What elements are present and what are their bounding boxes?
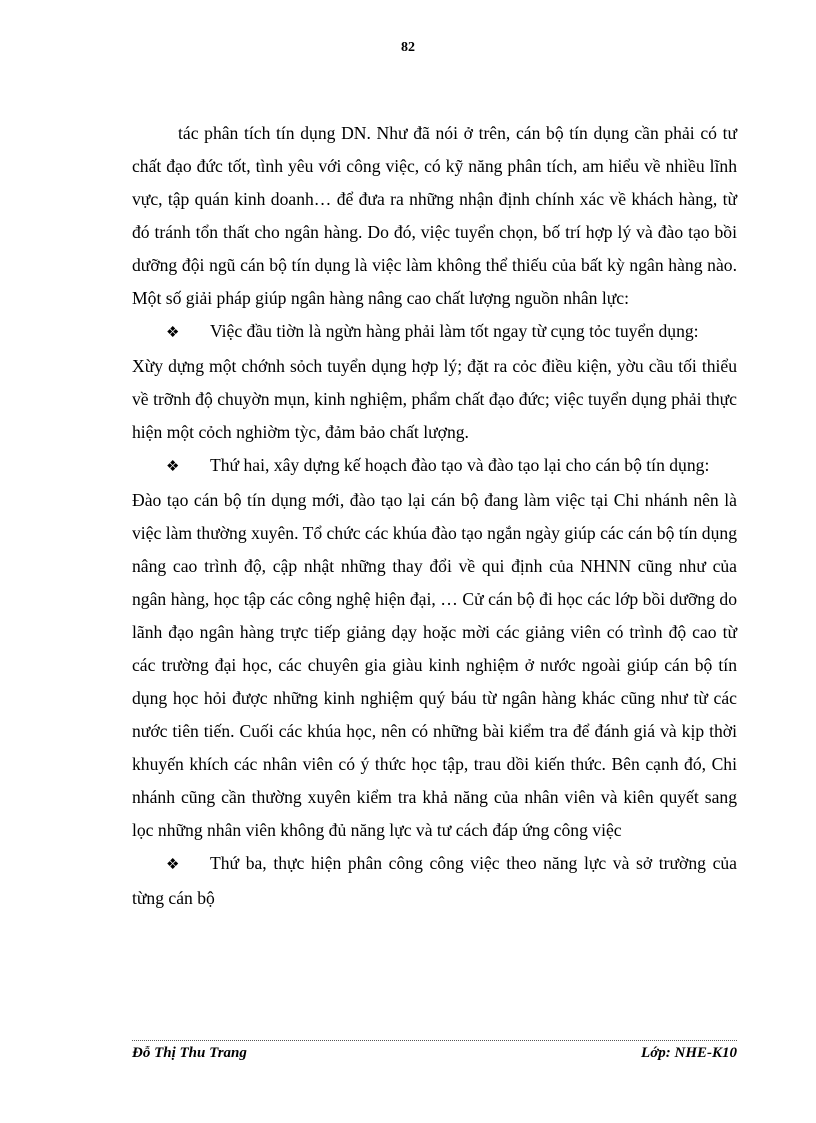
diamond-bullet-icon: ❖ bbox=[166, 857, 180, 873]
diamond-bullet-icon: ❖ bbox=[166, 459, 180, 475]
footer-author: Đỗ Thị Thu Trang bbox=[132, 1045, 247, 1061]
page-number: 82 bbox=[401, 40, 415, 55]
bullet-body-1: Xừy dựng một chớnh sỏch tuyển dụng hợp lý; đặt ra cỏc điều kiện, yờu cầu tối thiểu về trỡnh độ chuyờn mụn, kinh nghiệm, phẩm chất đạo đức; việc tuyển dụng phải thực hiện một cỏch nghiờm tỳc, đảm bảo chất lượng. bbox=[132, 356, 737, 442]
diamond-bullet-icon: ❖ bbox=[166, 325, 180, 341]
footer-class: Lớp: NHE-K10 bbox=[641, 1045, 737, 1061]
bullet-body-2: Đào tạo cán bộ tín dụng mới, đào tạo lại cán bộ đang làm việc tại Chi nhánh nên là việc làm thường xuyên. Tổ chức các khúa đào tạo ngắn ngày giúp các cán bộ tín dụng nâng cao trình độ, cập nhật những thay đổi về qui định của NHNN cũng như của ngân hàng, học tập các công nghệ hiện đại, … Cử cán bộ đi học các lớp bồi dưỡng do lãnh đạo ngân hàng trực tiếp giảng dạy hoặc mời các giảng viên có trình độ cao từ các trường đại học, các chuyên gia giàu kinh nghiệm ở nước ngoài giúp cán bộ tín dụng học hỏi được những kinh nghiệm quý báu từ ngân hàng khác cũng như từ các nước tiên tiến. Cuối các khúa học, nên có những bài kiểm tra để đánh giá và kịp thời khuyến khích các nhân viên có ý thức học tập, trau dồi kiến thức. Bên cạnh đó, Chi nhánh cũng cần thường xuyên kiểm tra khả năng của nhân viên và kiên quyết sang lọc những nhân viên không đủ năng lực và tư cách đáp ứng công việc bbox=[132, 490, 737, 840]
footer-divider bbox=[132, 1040, 737, 1041]
bullet-item-1 bbox=[132, 315, 737, 449]
bullet-lead-2: ❖ Thứ hai, xây dựng kế hoạch đào tạo và đào tạo lại cho cán bộ tín dụng: bbox=[132, 449, 737, 484]
bullet-lead-1: ❖ Việc đầu tiờn là ngừn hàng phải làm tốt ngay từ cụng tỏc tuyển dụng: bbox=[132, 315, 737, 350]
intro-paragraph: tác phân tích tín dụng DN. Như đã nói ở trên, cán bộ tín dụng cần phải có tư chất đạo đức tốt, tình yêu với công việc, có kỹ năng phân tích, am hiểu về nhiều lĩnh vực, tập quán kinh doanh… để đưa ra những nhận định chính xác về khách hàng, từ đó tránh tổn thất cho ngân hàng. Do đó, việc tuyển chọn, bố trí hợp lý và đào tạo bồi dưỡng đội ngũ cán bộ tín dụng là việc làm không thể thiếu của bất kỳ ngân hàng nào. Một số giải pháp giúp ngân hàng nâng cao chất lượng nguồn nhân lực: bbox=[132, 123, 737, 308]
bullet-lead-3: Thứ ba, thực hiện phân công công việc theo năng lực và sở trường của từng cán bộ bbox=[132, 853, 737, 908]
bullet-item-3 bbox=[132, 847, 737, 915]
document-body bbox=[132, 117, 737, 915]
bullet-item-2 bbox=[132, 449, 737, 847]
